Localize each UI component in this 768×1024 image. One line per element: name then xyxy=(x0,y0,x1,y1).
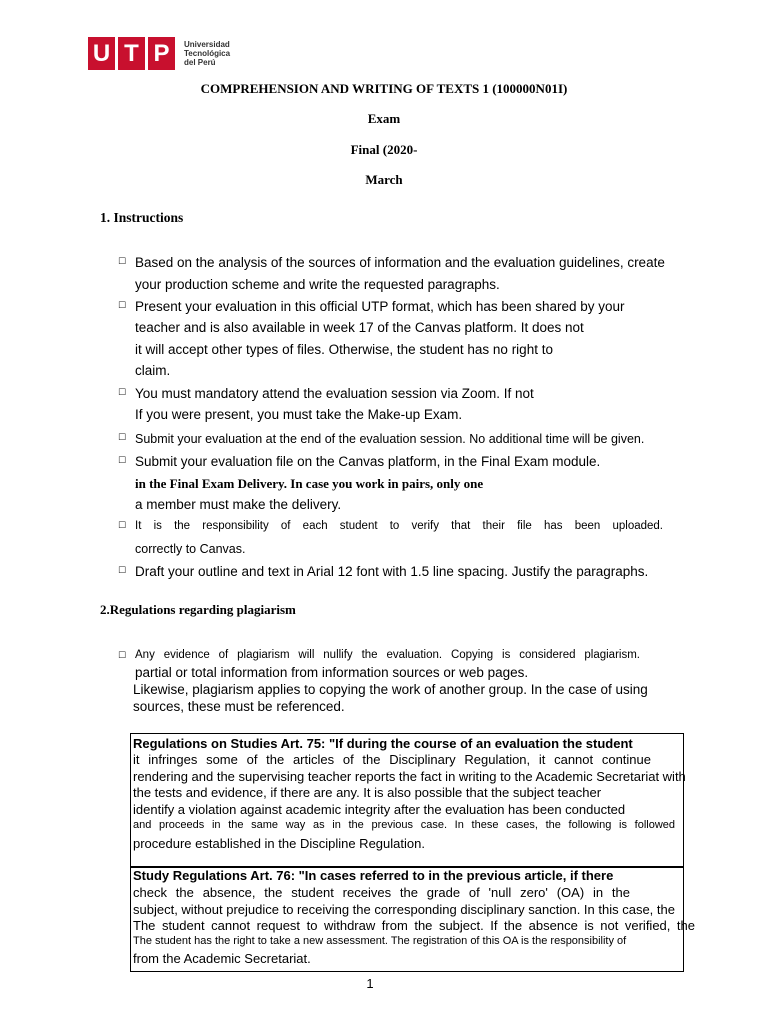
instruction-line: If you were present, you must take the Make-up Exam. xyxy=(135,407,463,422)
course-title: COMPREHENSION AND WRITING OF TEXTS 1 (100000N01I) xyxy=(200,81,568,96)
box1-title: Regulations on Studies Art. 75: "If during the course of an evaluation the student xyxy=(133,736,633,751)
bullet-checkbox-icon: ☐ xyxy=(118,456,127,466)
plagiarism-line: Any evidence of plagiarism will nullify the evaluation. Copying is considered plagiarism. xyxy=(135,649,640,661)
instruction-line: Based on the analysis of the sources of information and the evaluation guidelines, create xyxy=(135,255,665,270)
instruction-line: teacher and is also available in week 17 of the Canvas platform. It does not xyxy=(135,320,584,335)
logo-letter-p: P xyxy=(148,37,175,70)
instruction-line: Draft your outline and text in Arial 12 font with 1.5 line spacing. Justify the paragraphs. xyxy=(135,564,649,579)
plagiarism-line: Likewise, plagiarism applies to copying the work of another group. In the case of using xyxy=(133,682,648,697)
box2-line: The student has the right to take a new assessment. The registration of this OA is the responsibility of xyxy=(133,935,627,947)
exam-label: Exam xyxy=(367,111,401,126)
logo-text-line-2: Tecnológica xyxy=(184,49,231,58)
box1-line: the tests and evidence, if there are any. It is also possible that the subject teacher xyxy=(133,785,602,800)
month-label: March xyxy=(365,172,403,187)
box2-line: subject, without prejudice to receiving the corresponding disciplinary sanction. In this case, the xyxy=(133,902,675,917)
logo-text-line-3: del Perú xyxy=(184,58,216,67)
final-label: Final (2020- xyxy=(350,142,418,157)
box1-line: identify a violation against academic integrity after the evaluation has been conducted xyxy=(133,802,626,817)
instruction-line: Submit your evaluation at the end of the evaluation session. No additional time will be given. xyxy=(135,432,645,446)
instructions-heading: 1. Instructions xyxy=(100,210,184,225)
instruction-line-bold: in the Final Exam Delivery. In case you work in pairs, only one xyxy=(135,476,484,491)
instruction-line: claim. xyxy=(135,363,171,378)
box2-line: from the Academic Secretariat. xyxy=(133,951,311,966)
bullet-checkbox-icon: ☐ xyxy=(118,566,127,576)
box2-line: The student cannot request to withdraw from the subject. If the absence is not verified, the xyxy=(133,918,695,933)
box2-title: Study Regulations Art. 76: "In cases referred to in the previous article, if there xyxy=(133,868,614,883)
utp-logo xyxy=(88,37,230,70)
instruction-line: You must mandatory attend the evaluation session via Zoom. If not xyxy=(135,386,534,401)
bullet-checkbox-icon: ☐ xyxy=(118,388,127,398)
instruction-line: it will accept other types of files. Otherwise, the student has no right to xyxy=(135,342,553,357)
logo-text-line-1: Universidad xyxy=(184,40,230,49)
instruction-line: correctly to Canvas. xyxy=(135,542,246,556)
box2-line: check the absence, the student receives the grade of 'null zero' (OA) in the xyxy=(133,885,630,900)
instruction-line: Present your evaluation in this official UTP format, which has been shared by your xyxy=(135,299,625,314)
logo-letter-u: U xyxy=(88,37,115,70)
box1-line: procedure established in the Discipline Regulation. xyxy=(133,836,425,851)
plagiarism-heading: 2.Regulations regarding plagiarism xyxy=(100,602,296,617)
plagiarism-line: partial or total information from information sources or web pages. xyxy=(135,665,529,680)
instruction-line: It is the responsibility of each student to verify that their file has been uploaded. xyxy=(135,520,663,532)
bullet-checkbox-icon: ☐ xyxy=(118,301,127,311)
logo-letter-t: T xyxy=(118,37,145,70)
page-number: 1 xyxy=(366,976,374,991)
box1-line: and proceeds in the same way as in the previous case. In these cases, the following is followed xyxy=(133,819,675,831)
bullet-checkbox-icon: ☐ xyxy=(118,257,127,267)
plagiarism-line: sources, these must be referenced. xyxy=(133,699,345,714)
box1-line: rendering and the supervising teacher reports the fact in writing to the Academic Secretariat with xyxy=(133,769,686,784)
bullet-checkbox-icon: ☐ xyxy=(118,521,127,531)
bullet-checkbox-icon: ☐ xyxy=(118,433,127,443)
logo-text xyxy=(184,40,230,67)
instruction-line: Submit your evaluation file on the Canvas platform, in the Final Exam module. xyxy=(135,454,601,469)
instruction-line: a member must make the delivery. xyxy=(135,497,342,512)
instruction-line: your production scheme and write the requested paragraphs. xyxy=(135,277,500,292)
box1-line: it infringes some of the articles of the Disciplinary Regulation, it cannot continue xyxy=(133,752,651,767)
bullet-checkbox-icon: ☐ xyxy=(118,651,127,661)
